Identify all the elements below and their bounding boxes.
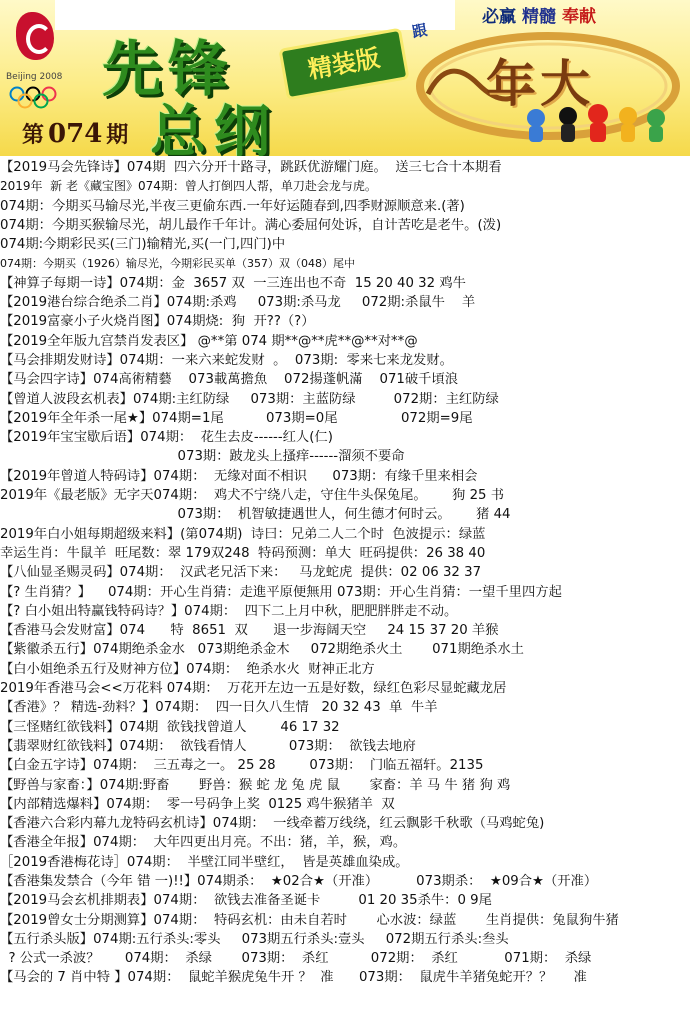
issue-number (22, 118, 128, 149)
text-line: 【2019港台综合绝杀二肖】074期:杀鸡 073期:杀马龙 072期:杀鼠牛 羊 (0, 295, 476, 311)
beijing-emblem-icon (16, 12, 54, 60)
text-line: 【香港马会发财富】074 特 8651 双 退一步海阔天空 24 15 37 20 羊猴 (0, 623, 499, 639)
slogan-word: 必赢 (482, 7, 516, 27)
text-line: 074期：今期买（1926）输尽光，今期彩民买单（357）双（048）尾中 (0, 257, 355, 271)
text-line: 【? 白小姐出特赢钱特码诗？】074期： 四下二上月中秋，肥肥胖胖走不动。 (0, 603, 458, 619)
banner-title: 先锋 (102, 35, 234, 105)
text-line: 【内部精选爆料】074期： 零一号码争上奖 0125 鸡牛猴猪羊 双 (0, 796, 395, 812)
text-line: 【2019全年版九宫禁肖发表区】 @**第 074 期**@**虎**@**对**@ (0, 333, 418, 349)
text-line: 2019年香港马会<<万花料 074期： 万花开左边一五是好数，绿红色彩尽显蛇藏龙居 (0, 681, 507, 697)
text-line: 2019年白小姐每期超级来料】(第074期) 诗曰：兄弟二人二个时 色波提示：绿蓝 (0, 526, 486, 542)
text-line: 【2019曾女士分期测算】074期： 特码玄机：由未自若时 心水波：绿蓝 生肖提供：兔鼠狗牛猪 (0, 912, 619, 928)
text-line: 【香港六合彩内幕九龙特码玄机诗】074期： 一线牵蓄万线绕，红云飘影千秋歌（马鸡蛇兔) (0, 816, 545, 832)
text-line: 【五行杀头版】074期:五行杀头:零头 073期五行杀头:壹头 072期五行杀头:叁头 (0, 931, 509, 947)
banner-subtitle: 总纲 (150, 99, 278, 156)
text-line: 【2019富豪小子火烧肖图】074期烧: 狗 开??（?） (0, 314, 315, 330)
text-line: 【八仙显圣赐灵码】074期： 汉武老兄活下来： 马龙蛇虎 提供：02 06 32 37 (0, 565, 482, 581)
edition-badge: 精装版 (278, 28, 409, 101)
text-line: 【野兽与家畜：】074期:野畜 野兽：猴 蛇 龙 兔 虎 鼠 家畜：羊 马 牛 猪 狗 鸡 (0, 777, 511, 793)
text-line: 【白金五字诗】074期： 三五毒之一。 25 28 073期： 门临五福轩。2135 (0, 758, 484, 774)
slogan-word: 奉献 (562, 7, 596, 27)
new-year-text: 年大 (486, 54, 594, 113)
text-line: 073期： 机智敏捷遇世人，何生德才何时云。 猪 44 (0, 507, 511, 523)
text-line: 【翡翠财红欲钱料】074期： 欲钱看情人 073期： 欲钱去地府 (0, 738, 416, 754)
text-line: 【香港集发禁合（今年 错 一)!!】074期杀： ★02合★（开准） 073期杀： ★09合★（开准） (0, 873, 598, 889)
text-line: 074期:今期彩民买(三门)输精光,买(一门,四门)中 (0, 237, 286, 253)
text-line: 【三怪赌红欲钱料】074期 欲钱找曾道人 46 17 32 (0, 719, 340, 735)
text-line: 【? 生肖猜？】 074期：开心生肖猜：走進平原便無用 073期：开心生肖猜：一望千里四方起 (0, 584, 562, 600)
text-line: ［2019香港梅花诗］074期： 半壁江同半壁红， 皆是英雄血染成。 (0, 854, 409, 870)
issue-suffix: 期 (106, 122, 129, 148)
text-line: 【2019马会玄机排期表】074期： 欲钱去准备圣诞卡 01 20 35杀牛：0 9尾 (0, 893, 492, 909)
text-line: 【2019年宝宝歇后语】074期： 花生去皮------红人(仁) (0, 430, 333, 446)
text-line: 074期：今期买马输尽光,半夜三更偷东西.一年好运随春到,四季财源顺意来.(著) (0, 198, 465, 214)
prediction-text-list (0, 158, 690, 988)
text-line: 【马会的 7 肖中特 】074期： 鼠蛇羊猴虎兔牛开 ？ 准 073期： 鼠虎牛羊猪兔蛇开？？ 准 (0, 970, 587, 986)
slogan-word: 精髓 (522, 7, 556, 27)
text-line: 073期：跛龙头上搔痒------溜须不要命 (0, 449, 405, 465)
olympic-text: Beijing 2008 (6, 72, 63, 82)
text-line: 【香港全年报】074期： 大年四更出月亮。不出：猪，羊，猴，鸡。 (0, 835, 407, 851)
issue-number-value: 074 (48, 119, 103, 149)
text-line: 【香港》？ 精选-劲料？】074期： 四一日久八生情 20 32 43 单 牛羊 (0, 700, 438, 716)
text-line: 【白小姐绝杀五行及财神方位】074期： 绝杀水火 财神正北方 (0, 661, 375, 677)
header-banner (0, 0, 690, 156)
olympic-rings-icon (8, 86, 62, 110)
text-line: 2019年《最老版》无字天074期： 鸡犬不宁绕八走，守住牛头保兔尾。 狗 25 书 (0, 488, 505, 504)
text-line: 【马会四字诗】074高術精藝 073載萬擔魚 072揚蓬帆滿 071破千頃浪 (0, 372, 459, 388)
follow-text: 跟 (410, 20, 429, 42)
olympic-logo (6, 6, 64, 126)
text-line: 【神算子每期一诗】074期：金 3657 双 一三连出也不奇 15 20 40 32 鸡牛 (0, 275, 466, 291)
text-line: 【紫徽杀五行】074期绝杀金水 073期绝杀金木 072期绝杀火土 071期绝杀水土 (0, 642, 524, 658)
text-line: 幸运生肖：牛鼠羊 旺尾数：翠 179双248 特码预测：单大 旺码提供：26 38 40 (0, 545, 486, 561)
text-line: 【2019年曾道人特码诗】074期： 无缘对面不相识 073期：有缘千里来相会 (0, 468, 478, 484)
text-line: 【2019马会先锋诗】074期 四六分开十路寻，跳跃优游耀门庭。 送三七合十本期看 (0, 160, 502, 175)
text-line: 【2019年全年杀一尾★】074期=1尾 073期=0尾 072期=9尾 (0, 410, 473, 426)
text-line: 074期：今期买猴输尽光，胡儿最作千年计。满心委屈何处诉，自计苦吃是老牛。(泼) (0, 217, 502, 233)
issue-prefix: 第 (22, 122, 45, 148)
text-line: 2019年 新 老《藏宝图》074期：曾人打倒四人帮，单刀赴会龙与虎。 (0, 179, 377, 194)
text-line: 【马会排期发财诗】074期：一来六来蛇发财 。 073期: 零来七来龙发财。 (0, 352, 453, 368)
text-line: 【曾道人波段玄机表】074期:主红防绿 073期：主蓝防绿 072期：主红防绿 (0, 391, 499, 407)
text-line: ? 公式一杀波？ 074期： 杀绿 073期： 杀红 072期： 杀红 071期： 杀绿 (0, 951, 592, 967)
